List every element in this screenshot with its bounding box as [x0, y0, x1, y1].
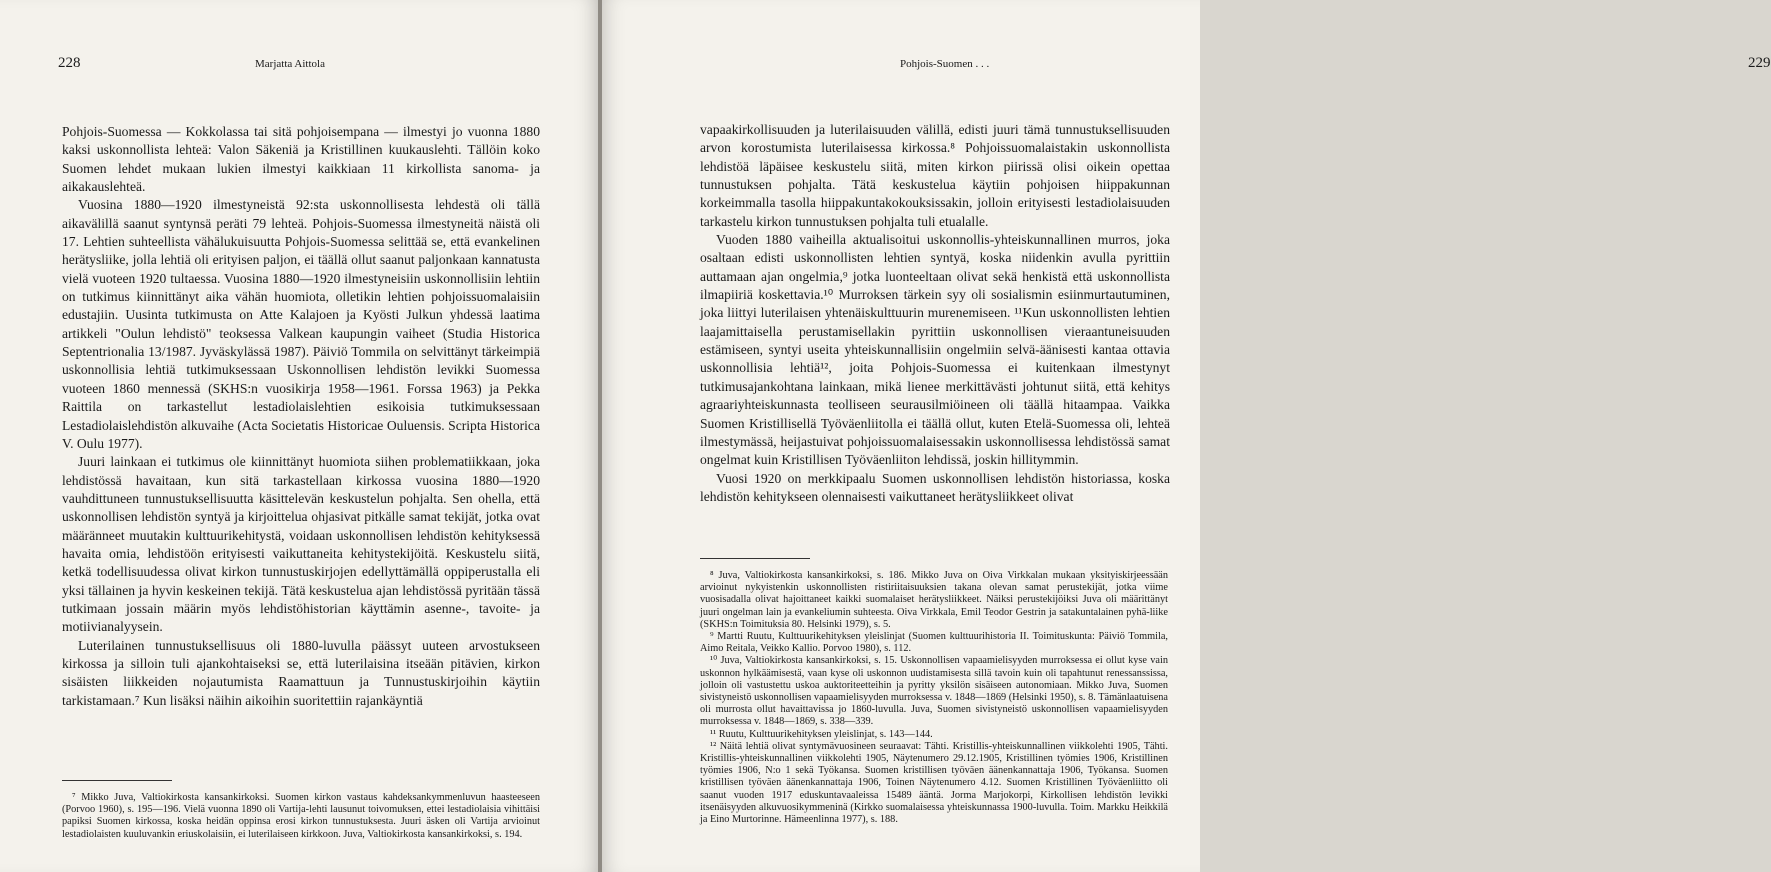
- footnotes: [62, 792, 540, 841]
- page-number: 229: [1748, 55, 1771, 71]
- footnote-rule: [700, 558, 810, 559]
- paragraph: Vuosi 1920 on merkkipaalu Suomen uskonnollisen lehdistön historiassa, koska lehdistön kehitykseen olennaisesti vaikuttaneet herätysliikkeet olivat: [700, 470, 1170, 504]
- paragraph: Vuoden 1880 vaiheilla aktualisoitui uskonnollis-yhteiskunnallinen murros, joka osaltaan edisti uskonnollisten lehtien syntyä, koska niidenkin avulla pyrittiin auttamaan ajan ongelmia,⁹ jotka luonteeltaan olivat sekä henkistä että uskonnollista ilmapiiriä koskettavia.¹⁰ Murroksen tärkein syy oli sosialismin esiinmurtautuminen, joka liittyi luterilaisen yhtenäiskulttuurin murenemiseen. ¹¹Kun uskonnollisten lehtien laajamittaisella perustamisellakin pyrittiin uskonnollisen vieraantuneisuuden estämiseen, syntyi useita yhteiskunnallisiin ongelmiin selvä-äänisesti kantaa ottavia uskonnollisia lehtiä¹², joita Pohjois-Suomessa ei kuitenkaan ilmestynyt tutkimusajankohtana lainkaan, mikä lienee merkittävästi johtunut siitä, että kehitys agraariyhteiskunnasta teolliseen seurausilmiöineen oli täällä hitaampaa. Vaikka Suomen Kristillisellä Työväenliitolla ei täällä ollut, kuten Etelä-Suomessa oli, lehteä ilmestymässä, heijastuivat pohjoissuomalaisessakin uskonnollisessa lehdistössä samat ongelmat kuin Kristillisen Työväenliiton lehdissä, joskin hillitymmin.: [700, 232, 1170, 468]
- footnote: ⁷ Mikko Juva, Valtiokirkosta kansankirkoksi. Suomen kirkon vastaus kahdeksankymmenluvun haasteeseen (Porvoo 1960), s. 195—196. Vielä vuonna 1890 oli Vartija-lehti lausunut toivomuksen, ettei lestadiolaisia vihittäisi papiksi Suomen kirkossa, koska heidän oppinsa erosi kirkon tunnustuksesta. Juuri äsken oli Vartija arvioinut lestadiolaisten kuuluvankin eriuskolaisiin, ei luterilaiseen kirkkoon. Juva, Valtiokirkosta kansankirkoksi, s. 194.: [62, 792, 540, 840]
- book-gutter: [598, 0, 602, 872]
- paragraph: Vuosina 1880—1920 ilmestyneistä 92:sta uskonnollisesta lehdestä oli tällä aikavälillä saanut syntynsä peräti 79 lehteä. Pohjois-Suomessa ilmestyneitä näistä oli 17. Lehtien suhteellista vähälukuisuutta Pohjois-Suomessa selittää se, että evankelinen herätysliike, jolla lehtiä oli erityisen paljon, ei täällä ollut saanut paljonkaan kannatusta vielä vuoteen 1920 tultaessa. Vuosina 1880—1920 ilmestyneisiin uskonnollisiin lehtiin on tutkimus kiinnittänyt aika vähän huomiota, olletikin lehtien pohjoissuomalaisiin edustajiin. Uusinta tutkimusta on Atte Kalajoen ja Kyösti Julkun yhdessä laatima artikkeli "Oulun lehdistö" teoksessa Valkean kaupungin vaiheet (Studia Historica Septentrionalia 13/1987. Jyväskylässä 1987). Päiviö Tommila on selvittänyt tärkeimpiä uskonnollisia lehtiä tutkimuksessaan Uskonnollisen lehdistön levikki Suomessa vuoteen 1860 mennessä (SKHS:n vuosikirja 1958—1961. Forssa 1963) ja Pekka Raittila on tarkastellut lestadiolaislehtien esikoisia tutkimuksessaan Lestadiolaislehdistön alkuvaihe (Acta Societatis Historicae Ouluensis. Scripta Historica V. Oulu 1977).: [62, 197, 540, 451]
- paragraph: Luterilainen tunnustuksellisuus oli 1880-luvulla päässyt uuteen arvostukseen kirkossa ja silloin tuli ajankohtaiseksi se, että luterilaisina itseään pitävien, kirkon sisäisten liikkeiden nojautumista Raamattuun ja Tunnustuskirjoihin käytiin tarkistamaan.⁷ Kun lisäksi näihin aikoihin suoritettiin rajankäyntiä: [62, 637, 540, 708]
- running-head: Marjatta Aittola: [255, 58, 325, 70]
- footnote: ⁹ Martti Ruutu, Kulttuurikehityksen yleislinjat (Suomen kulttuurihistoria II. Toimituskunta: Päiviö Tommila, Aimo Reitala, Veikko Kallio. Porvoo 1980), s. 112.: [700, 631, 1168, 655]
- body-text: [700, 121, 1170, 506]
- paragraph: Juuri lainkaan ei tutkimus ole kiinnittänyt huomiota siihen problematiikkaan, joka lehdistössä havaitaan, kun sitä tarkastellaan kirkossa vuosina 1880—1920 vauhdittuneen tunnustuksellisuutta käsittelevän keskustelun pohjalta. Sen ohella, että uskonnollisen lehdistön syntyä ja kirjoittelua ohjasivat pitkälle samat tekijät, jotka ovat määränneet muutakin kulttuurikehitystä, voidaan uskonnollisen lehdistön kehityksessä havaita omia, lehdistöön erityisesti vaikuttaneita kehitystekijöitä. Keskustelu siitä, ketkä todellisuudessa olivat kirkon tunnustuskirjojen edellyttämällä oppiperustalla eli yksi tällainen ja hyvin keskeinen tekijä. Tätä keskustelua ajan lehdistössä pyritään tässä tutkimaan jossain määrin myös lehdistöhistorian käyttämin asenne-, tavoite- ja motiivianalyysein.: [62, 454, 540, 635]
- paragraph: vapaakirkollisuuden ja luterilaisuuden välillä, edisti juuri tämä tunnustuksellisuuden arvon korostumista luterilaisessa kirkossa.⁸ Pohjoissuomalaistakin uskonnollista lehdistöä läpäisee keskustelu siitä, miten kirkon piirissä olisi oikein opettaa tunnustuksen pohjalta. Tätä keskustelua käytiin pohjoisen hiippakunnan korkeimmalla tasolla hiippakuntakokouksissakin, jolloin erityisesti lestadiolaisuuden tarkastelu kirkon tunnustuksen pohjalta tuli etualalle.: [700, 122, 1170, 229]
- running-head: Pohjois-Suomen . . .: [900, 58, 990, 70]
- page-number: 228: [58, 55, 81, 71]
- footnotes: [700, 570, 1168, 826]
- footnote-rule: [62, 780, 172, 781]
- footnote: ¹² Näitä lehtiä olivat syntymävuosineen seuraavat: Tähti. Kristillis-yhteiskunnallinen viikkolehti 1905, Tähti. Kristillis-yhteiskunnallinen viikkolehti 1905, Näytenumero 29.12.1905, Kristillinen työmies 1906, Kristillinen työmies 1906, N:o 1 sekä Työkansa. Suomen kristillisen työväen äänenkannattaja 1906, Työkansa. Suomen kristillisen työväen äänenkannattaja 1906, Toinen Näytenumero 4.12. Suomen Kristillinen Työväenliitto oli saanut vuoden 1917 eduskuntavaaleissa 15489 ääntä. Jorma Marjokorpi, Kirkollisen lehdistön levikki itsenäisyyden alkuvuosikymmeninä (Kirkko suomalaisessa yhteiskunnassa 1900-luvulla. Toim. Markku Heikkilä ja Eino Murtorinne. Hämeenlinna 1977), s. 188.: [700, 740, 1168, 826]
- footnote: ¹⁰ Juva, Valtiokirkosta kansankirkoksi, s. 15. Uskonnollisen vapaamielisyyden murroksessa ei ollut kyse vain uskonnon hylkäämisestä, vaan kyse oli uskonnon uudistamisesta sillä tavoin kuin oli tapahtunut renessanssissa, jolloin oli vastustettu uskoa auktoriteetteihin ja pyritty yksilön sisäiseen autonomiaan. Mikko Juva, Suomen sivistyneistö uskonnollisen vapaamielisyyden murroksessa v. 1848—1869 (Helsinki 1950), s. 8. Tämänlaatuisena oli murrosta ollut havaittavissa jo 1860-luvulla. Juva, Suomen sivistyneistö uskonnollisen vapaamielisyyden murroksessa v. 1848—1869, s. 338—339.: [700, 655, 1168, 728]
- footnote: ¹¹ Ruutu, Kulttuurikehityksen yleislinjat, s. 143—144.: [710, 728, 933, 740]
- footnote: ⁸ Juva, Valtiokirkosta kansankirkoksi, s. 186. Mikko Juva on Oiva Virkkalan mukaan yksityiskirjeessään arvioinut nykyistenkin uskonnollisten ristiriitaisuuksien takana olevan samat perustekijät, jotka viime vuosisadalla olivat hajoittaneet kaikki suomalaiset herätysliikkeet. Näiksi perustekijöiksi Juva oli määrittänyt juuri ongelman lain ja evankeliumin suhteesta. Oiva Virkkala, Emil Teodor Gestrin ja satakuntalainen pyhä-liike (SKHS:n Toimituksia 80. Helsinki 1979), s. 5.: [700, 570, 1168, 630]
- body-text: [62, 123, 540, 710]
- paragraph: Pohjois-Suomessa — Kokkolassa tai sitä pohjoisempana — ilmestyi jo vuonna 1880 kaksi uskonnollista lehteä: Valon Säkeniä ja Kristillinen kuukauslehti. Tällöin koko Suomen lehdet mukaan lukien ilmestyi kaikkiaan 11 kirkollista sanoma- ja aikakauslehteä.: [62, 124, 540, 195]
